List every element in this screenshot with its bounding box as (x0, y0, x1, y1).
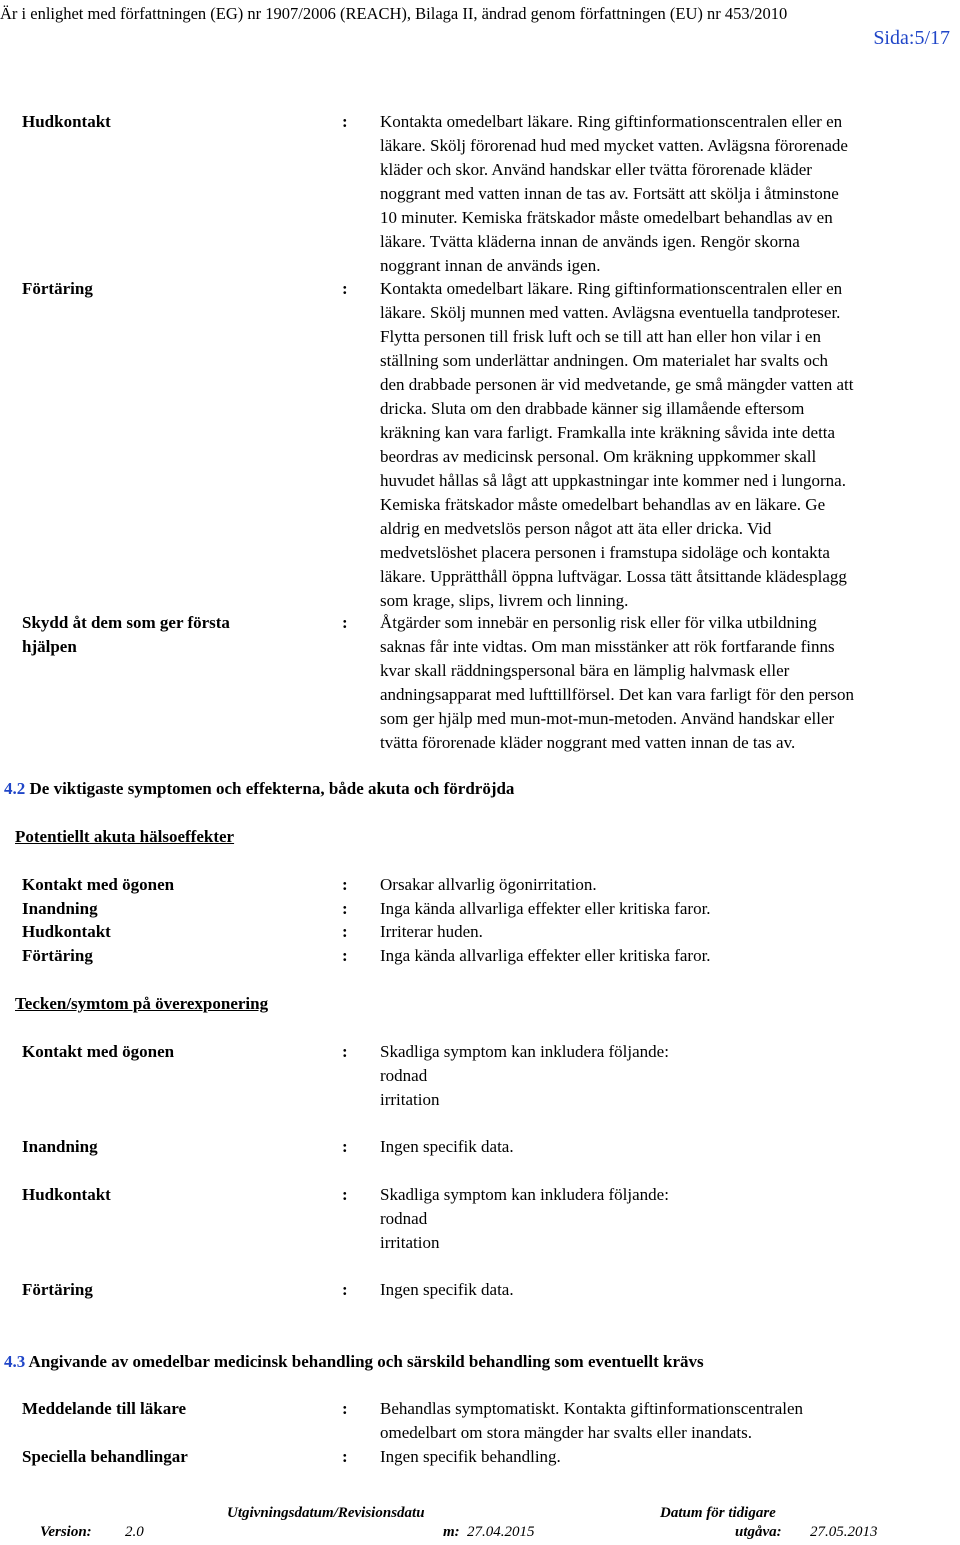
signs-value (380, 1040, 958, 1112)
first-aid-ingestion-text (380, 277, 958, 613)
signs-label: Inandning (22, 1137, 98, 1156)
treatment-value (380, 1445, 958, 1469)
acute-value: Inga kända allvarliga effekter eller kritiska faror. (380, 899, 711, 918)
text-line: Kemiska frätskador måste omedelbart behandlas av en läkare. Ge (380, 495, 826, 514)
signs-value (380, 1278, 958, 1302)
acute-value: Irriterar huden. (380, 922, 483, 941)
first-aid-ingestion-label: Förtäring (22, 279, 93, 298)
first-aid-protection-text (380, 611, 958, 755)
text-line: tvätta förorenade kläder noggrant med vatten innan de tas av. (380, 733, 796, 752)
footer-prev-label: Datum för tidigare (660, 1505, 776, 1521)
colon: : (342, 875, 348, 894)
acute-label: Inandning (22, 899, 98, 918)
first-aid-protection-label (22, 611, 322, 659)
signs-value (380, 1135, 958, 1159)
text-line: läkare. Tvätta kläderna innan de används igen. Rengör skorna (380, 232, 800, 251)
text-line: irritation (380, 1233, 440, 1252)
colon: : (342, 279, 348, 298)
footer-issue-value: 27.04.2015 (467, 1524, 535, 1540)
acute-label: Förtäring (22, 946, 93, 965)
acute-label: Kontakt med ögonen (22, 875, 175, 894)
colon: : (342, 922, 348, 941)
section-4-3-heading (4, 1350, 704, 1374)
text-line: Behandlas symptomatiskt. Kontakta giftinformationscentralen (380, 1399, 804, 1418)
first-aid-skin-text (380, 110, 958, 278)
treatment-label: Speciella behandlingar (22, 1447, 188, 1466)
treatment-label: Meddelande till läkare (22, 1399, 187, 1418)
section-number: 4.2 (4, 779, 26, 798)
page-indicator (873, 27, 950, 50)
text-line: rodnad (380, 1209, 428, 1228)
footer-issue-label: Utgivningsdatum/Revisionsdatu (227, 1505, 425, 1521)
text-line: saknas får inte vidtas. Om man misstänker att rök fortfarande finns (380, 637, 835, 656)
text-line: Ingen specifik behandling. (380, 1447, 561, 1466)
label-line: Skydd åt dem som ger första (22, 613, 230, 632)
colon: : (342, 899, 348, 918)
signs-label: Förtäring (22, 1280, 93, 1299)
acute-effects-heading: Potentiellt akuta hälsoeffekter (15, 827, 235, 846)
acute-value: Orsakar allvarlig ögonirritation. (380, 875, 597, 894)
text-line: irritation (380, 1090, 440, 1109)
acute-label: Hudkontakt (22, 922, 111, 941)
text-line: Ingen specifik data. (380, 1137, 514, 1156)
text-line: kvar skall räddningspersonal bära en lämplig halvmask eller (380, 661, 790, 680)
text-line: ställning som underlättar andningen. Om materialet har svalts och (380, 351, 829, 370)
text-line: Skadliga symptom kan inkludera följande: (380, 1042, 669, 1061)
colon: : (342, 1185, 348, 1204)
text-line: andningsapparat med lufttillförsel. Det kan vara farligt för den person (380, 685, 854, 704)
text-line: omedelbart om stora mängder har svalts eller inandats. (380, 1423, 752, 1442)
section-4-2-heading (4, 777, 514, 801)
text-line: läkare. Skölj förorenad hud med mycket vatten. Avlägsna förorenade (380, 136, 848, 155)
footer-issue-label-cont: m: (443, 1524, 460, 1540)
signs-label: Hudkontakt (22, 1185, 111, 1204)
treatment-value (380, 1397, 958, 1445)
text-line: huvudet hållas så lågt att uppkastningar inte kommer ned i lungorna. (380, 471, 846, 490)
footer-prev-value: 27.05.2013 (810, 1524, 878, 1540)
page-label: Sida: (873, 27, 915, 49)
document-header-title: Är i enlighet med författningen (EG) nr 1907/2006 (REACH), Bilaga II, ändrad genom författningen (EU) nr 453/2010 (0, 4, 788, 23)
text-line: kräkning kan vara farligt. Framkalla inte kräkning såvida inte detta (380, 423, 836, 442)
text-line: rodnad (380, 1066, 428, 1085)
text-line: den drabbade personen är vid medvetande, ge små mängder vatten att (380, 375, 854, 394)
signs-value (380, 1183, 958, 1255)
text-line: Åtgärder som innebär en personlig risk eller för vilka utbildning (380, 613, 817, 632)
text-line: dricka. Sluta om den drabbade känner sig illamående eftersom (380, 399, 805, 418)
text-line: läkare. Upprätthåll öppna luftvägar. Lossa tätt åtsittande klädesplagg (380, 567, 847, 586)
footer-prev-label-cont: utgåva: (735, 1524, 782, 1540)
section-title: De viktigaste symptomen och effekterna, både akuta och fördröjda (25, 779, 515, 798)
overexposure-heading: Tecken/symtom på överexponering (15, 994, 269, 1013)
label-line: hjälpen (22, 637, 77, 656)
text-line: Skadliga symptom kan inkludera följande: (380, 1185, 669, 1204)
first-aid-skin-label: Hudkontakt (22, 112, 111, 131)
colon: : (342, 1399, 348, 1418)
acute-value: Inga kända allvarliga effekter eller kritiska faror. (380, 946, 711, 965)
text-line: som ger hjälp med mun-mot-mun-metoden. Använd handskar eller (380, 709, 835, 728)
text-line: beordras av medicinsk personal. Om kräkning uppkommer skall (380, 447, 817, 466)
footer-version-label: Version: (40, 1524, 92, 1540)
text-line: medvetslöshet placera personen i framstupa sidoläge och kontakta (380, 543, 830, 562)
colon: : (342, 1042, 348, 1061)
text-line: Kontakta omedelbart läkare. Ring giftinformationscentralen eller en (380, 112, 843, 131)
colon: : (342, 112, 348, 131)
text-line: Kontakta omedelbart läkare. Ring giftinformationscentralen eller en (380, 279, 843, 298)
colon: : (342, 1137, 348, 1156)
colon: : (342, 1447, 348, 1466)
text-line: 10 minuter. Kemiska frätskador måste omedelbart behandlas av en (380, 208, 833, 227)
text-line: som krage, slips, livrem och linning. (380, 591, 629, 610)
text-line: Flytta personen till frisk luft och se till att han eller hon vilar i en (380, 327, 821, 346)
text-line: aldrig en medvetslös person något att äta eller dricka. Vid (380, 519, 772, 538)
text-line: noggrant innan de används igen. (380, 256, 601, 275)
colon: : (342, 613, 348, 632)
colon: : (342, 1280, 348, 1299)
colon: : (342, 946, 348, 965)
section-title: Angivande av omedelbar medicinsk behandling och särskild behandling som eventuellt krävs (25, 1352, 704, 1371)
text-line: Ingen specifik data. (380, 1280, 514, 1299)
section-number: 4.3 (4, 1352, 26, 1371)
text-line: kläder och skor. Använd handskar eller tvätta förorenade kläder (380, 160, 812, 179)
footer-version-value: 2.0 (125, 1524, 144, 1540)
text-line: läkare. Skölj munnen med vatten. Avlägsna eventuella tandproteser. (380, 303, 841, 322)
signs-label: Kontakt med ögonen (22, 1042, 175, 1061)
page-value: 5/17 (914, 27, 950, 49)
text-line: noggrant med vatten innan de tas av. Fortsätt att skölja i åtminstone (380, 184, 839, 203)
